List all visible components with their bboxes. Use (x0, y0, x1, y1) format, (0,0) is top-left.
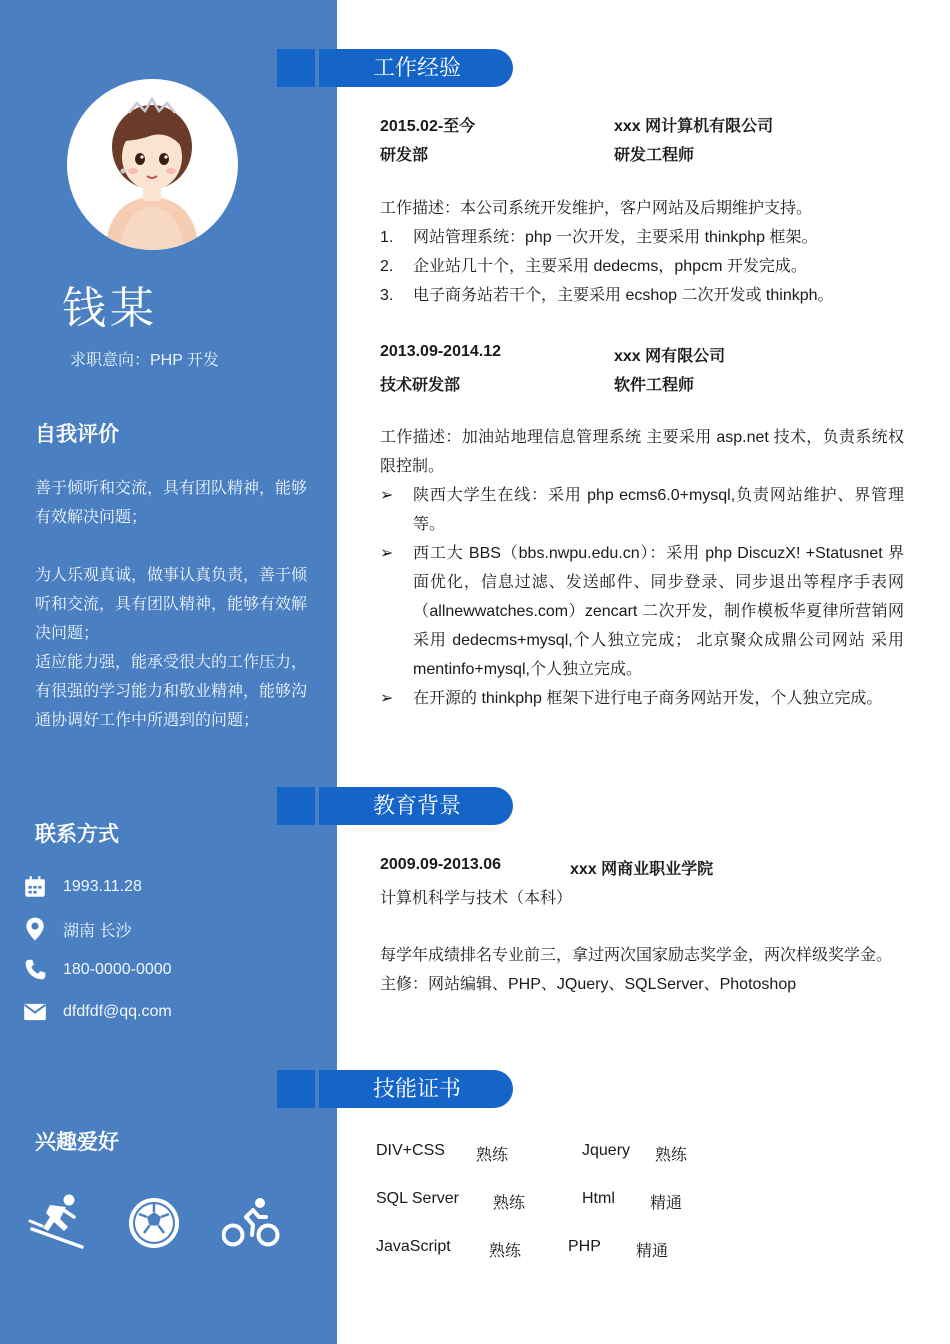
job1-dept: 研发部 (380, 147, 429, 164)
avatar-illustration (67, 79, 238, 250)
self-eval-title: 自我评价 (35, 423, 119, 446)
cycling-icon (222, 1197, 280, 1249)
skills-section-title: 技能证书 (319, 1070, 513, 1108)
skill-6-name: PHP (568, 1238, 601, 1255)
birth-date: 1993.11.28 (63, 878, 142, 895)
job2-list (380, 481, 904, 713)
skill-2-level: 熟练 (655, 1147, 688, 1164)
skiing-icon (28, 1193, 86, 1251)
contact-email (22, 998, 172, 1026)
location-pin-icon (22, 916, 48, 942)
self-eval-p3: 适应能力强，能承受很大的工作压力，有很强的学习能力和敬业精神，能够沟通协调好工作中所遇到的问题； (35, 654, 308, 729)
skill-3-level: 熟练 (493, 1195, 526, 1212)
self-eval-p2: 为人乐观真诚，做事认真负责，善于倾听和交流，具有团队精神，能够有效解决问题； (35, 567, 308, 642)
hobbies-title: 兴趣爱好 (35, 1131, 119, 1154)
contact-phone (22, 956, 172, 984)
candidate-name: 钱某 (62, 284, 158, 333)
job2-dept: 技术研发部 (380, 377, 461, 394)
phone-number: 180-0000-0000 (63, 961, 172, 978)
work-section-header (277, 49, 517, 87)
job1-desc: 工作描述：本公司系统开发维护，客户网站及后期维护支持。 (380, 200, 813, 217)
contact-title: 联系方式 (35, 823, 119, 846)
job1-list (380, 223, 904, 310)
skill-5-level: 熟练 (489, 1243, 522, 1260)
job2-period: 2013.09-2014.12 (380, 343, 501, 360)
header-square (277, 49, 315, 87)
edu-line1: 每学年成绩排名专业前三，拿过两次国家励志奖学金，两次样级奖学金。 (380, 947, 893, 964)
list-item: 1. 网站管理系统：php 一次开发，主要采用 thinkphp 框架。 (380, 229, 818, 246)
edu-major: 计算机科学与技术（本科） (380, 890, 573, 907)
job2-desc: 工作描述：加油站地理信息管理系统 主要采用 asp.net 技术，负责系统权限控制。 (380, 429, 904, 475)
job2-role: 软件工程师 (614, 377, 695, 394)
education-section-title: 教育背景 (319, 787, 513, 825)
location-text: 湖南 长沙 (63, 922, 132, 940)
skills-section-header (277, 1070, 517, 1108)
email-icon (22, 999, 48, 1025)
edu-line2: 主修：网站编辑、PHP、JQuery、SQLServer、Photoshop (380, 976, 797, 993)
skill-6-level: 精通 (636, 1243, 669, 1260)
skill-1-level: 熟练 (476, 1147, 509, 1164)
contact-location (22, 915, 131, 943)
list-item: 2. 企业站几十个，主要采用 dedecms，phpcm 开发完成。 (380, 258, 807, 275)
list-item: 3. 电子商务站若干个，主要采用 ecshop 二次开发或 thinkph。 (380, 287, 834, 304)
list-item: ➢ 陕西大学生在线：采用 php ecms6.0+mysql,负责网站维护、界管理等。 (380, 487, 904, 533)
job1-role: 研发工程师 (614, 147, 695, 164)
skill-1-name: DIV+CSS (376, 1142, 445, 1159)
skill-4-level: 精通 (650, 1195, 683, 1212)
work-section-title: 工作经验 (319, 49, 513, 87)
skill-5-name: JavaScript (376, 1238, 451, 1255)
calendar-icon (22, 874, 48, 900)
self-eval-p1: 善于倾听和交流，具有团队精神，能够有效解决问题； (35, 480, 308, 526)
skill-4-name: Html (582, 1190, 615, 1207)
list-item: ➢ 西工大 BBS（bbs.nwpu.edu.cn）：采用 php DiscuzX! +Statusnet 界面优化，信息过滤、发送邮件、同步登录、同步退出等程序手表网（allnewwatches.com）zencart 二次开发，制作模板华夏律所营销网 采用 dedecms+mysql,个人独立完成； 北京聚众成鼎公司网站 采用 mentinfo+mysql,个人独立完成。 (380, 545, 904, 678)
avatar (67, 79, 238, 250)
job1-period: 2015.02-至今 (380, 118, 476, 135)
education-section-header (277, 787, 517, 825)
skill-3-name: SQL Server (376, 1190, 459, 1207)
email-address: dfdfdf@qq.com (63, 1003, 172, 1020)
contact-birth (22, 873, 142, 901)
header-square (277, 787, 315, 825)
job-intent: 求职意向：PHP 开发 (70, 352, 220, 369)
job1-company: xxx 网计算机有限公司 (614, 118, 774, 135)
list-item: ➢ 在开源的 thinkphp 框架下进行电子商务网站开发，个人独立完成。 (380, 690, 883, 707)
edu-school: xxx 网商业职业学院 (570, 861, 714, 878)
phone-icon (22, 957, 48, 983)
header-square (277, 1070, 315, 1108)
soccer-ball-icon (128, 1197, 180, 1249)
edu-period: 2009.09-2013.06 (380, 856, 501, 873)
job2-company: xxx 网有限公司 (614, 348, 726, 365)
skill-2-name: Jquery (582, 1142, 631, 1159)
